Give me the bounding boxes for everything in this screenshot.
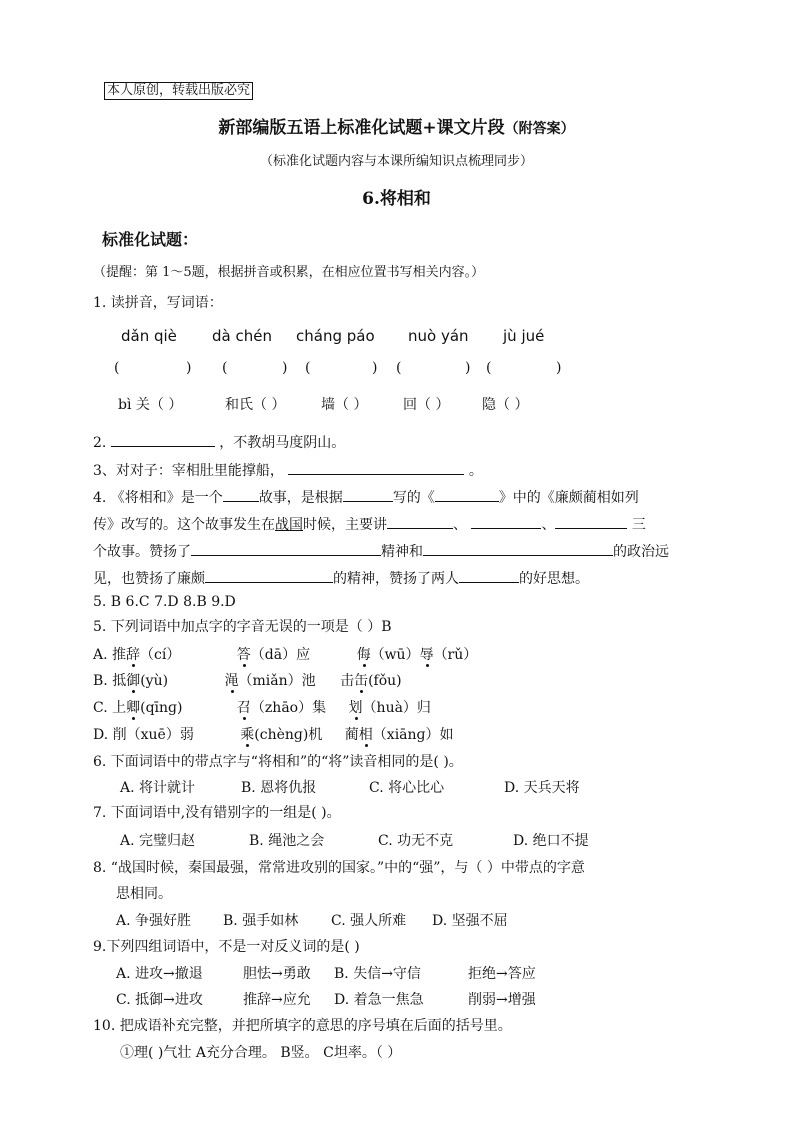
- q9-option-b-2: 拒绝→答应: [468, 966, 536, 982]
- option-text: （cí）: [140, 647, 181, 663]
- q1-blank-4-open: (: [396, 360, 402, 376]
- document-subtitle: （标准化试题内容与本课所编知识点梳理同步）: [259, 154, 533, 169]
- q4-blank[interactable]: [223, 485, 259, 502]
- option-text: (yù): [140, 673, 169, 689]
- q7-option-a: A. 完璧归赵: [120, 833, 196, 849]
- dotted-char: 卿: [126, 700, 141, 716]
- option-text: C. 上: [93, 700, 127, 716]
- q4-text: 》中的《廉颇蔺相如列: [498, 490, 639, 506]
- q4-line-4: [93, 566, 589, 589]
- dotted-char: 召: [236, 700, 251, 716]
- q1-pinyin-4: nuò yán: [408, 327, 469, 345]
- q9-option-c-2: 推辞→应允: [243, 992, 311, 1008]
- q7-stem: 7. 下面词语中,没有错别字的一组是( )。: [93, 805, 341, 821]
- q4-blank[interactable]: [387, 512, 453, 529]
- title-suffix: （附答案）: [504, 121, 575, 137]
- dotted-char: 答: [236, 647, 251, 663]
- q1-pinyin-5: jù jué: [503, 327, 545, 345]
- q9-option-d-1: D. 着急一焦急: [334, 992, 424, 1008]
- answer-key: 5. B 6.C 7.D 8.B 9.D: [93, 594, 236, 610]
- dotted-char: 缶: [354, 673, 369, 689]
- q4-blank[interactable]: [555, 512, 627, 529]
- q1-pinyin-2: dà chén: [212, 327, 272, 345]
- dotted-char: 辱: [419, 647, 434, 663]
- option-text: (fǒu): [368, 673, 402, 689]
- q7-option-d: D. 绝口不提: [513, 833, 589, 849]
- q1-stem: 1. 读拼音，写词语：: [93, 295, 223, 311]
- q2: [93, 430, 345, 453]
- q4-text: 的精神，赞扬了两人: [333, 571, 459, 587]
- q4-text: 的政治远: [613, 544, 669, 560]
- q1-blank-3-close: ): [372, 360, 378, 376]
- q9-option-a-1: A. 进攻→撤退: [116, 966, 203, 982]
- q10-stem: 10. 把成语补充完整，并把所填字的意思的序号填在后面的括号里。: [93, 1018, 512, 1034]
- q6-option-b: B. 恩将仇报: [241, 780, 317, 796]
- q1-pinyin-3: cháng páo: [296, 327, 375, 345]
- q4-text: 写的《: [392, 490, 435, 506]
- q4-text: 、: [541, 517, 556, 533]
- q9-option-d-2: 削弱→增强: [468, 992, 536, 1008]
- q3-end: 。: [468, 463, 483, 479]
- document-title: [0, 113, 793, 138]
- q6-option-c: C. 将心比心: [369, 780, 445, 796]
- q3-text: 3、对对子：宰相肚里能撑船，: [93, 463, 284, 479]
- q9-option-a-2: 胆怯→勇敢: [243, 966, 311, 982]
- q1-char-1: bì 关（ ）: [118, 397, 183, 413]
- q4-text: 的好思想。: [519, 571, 589, 587]
- dotted-char: 辞: [126, 647, 141, 663]
- q6-stem: 6. 下面词语中的带点字与“将相和”的“将”读音相同的是( )。: [93, 754, 463, 770]
- option-text: （xiānɡ）如: [372, 727, 454, 743]
- option-text: 击: [340, 673, 355, 689]
- option-text: （rǔ）: [433, 647, 478, 663]
- q4-blank[interactable]: [423, 539, 613, 556]
- option-text: （dā）应: [250, 647, 311, 663]
- q4-line-2: [93, 512, 646, 535]
- q9-option-c-1: C. 抵御→进攻: [116, 992, 203, 1008]
- q4-text: 见，也赞扬了廉颇: [93, 571, 205, 587]
- q5-option-a: [93, 645, 477, 665]
- dotted-char: 御: [126, 673, 141, 689]
- option-text: （wū）: [370, 647, 420, 663]
- q4-text: 个故事。赞扬了: [93, 544, 191, 560]
- q8-option-c: C. 强人所难: [331, 913, 407, 929]
- q8-option-b: B. 强手如林: [223, 913, 299, 929]
- dotted-char: 划: [348, 700, 363, 716]
- q4-blank[interactable]: [191, 539, 381, 556]
- q2-text: ，不教胡马度阴山。: [219, 435, 346, 451]
- q5-option-c: [93, 698, 431, 718]
- option-text: 蔺: [344, 727, 359, 743]
- q4-text: 时候，主要讲: [303, 517, 387, 533]
- q4-line-3: [93, 539, 669, 562]
- lesson-title: 6.将相和: [362, 189, 431, 209]
- option-text: B. 抵: [93, 673, 127, 689]
- dotted-char: 乘: [240, 727, 255, 743]
- q2-number: 2.: [93, 435, 107, 451]
- dotted-char: 相: [358, 727, 373, 743]
- q5-stem: 5. 下列词语中加点字的字音无误的一项是（ ）B: [93, 619, 392, 635]
- q1-blank-2-open: (: [222, 360, 228, 376]
- title-main: 新部编版五语上标准化试题+课文片段: [218, 118, 505, 138]
- q4-blank[interactable]: [459, 566, 519, 583]
- q9-stem: 9.下列四组词语中，不是一对反义词的是( ): [93, 939, 360, 955]
- q6-option-a: A. 将计就计: [120, 780, 196, 796]
- q2-blank[interactable]: [111, 430, 215, 447]
- dotted-char: 渑: [224, 673, 239, 689]
- q7-option-c: C. 功无不克: [378, 833, 454, 849]
- q8-stem-line-1: 8. “战国时候，秦国最强，常常进攻别的国家。”中的“强”，与（ ）中带点的字意: [93, 860, 585, 876]
- option-text: （xuē）弱: [126, 727, 194, 743]
- dotted-char: D. 削: [93, 727, 127, 743]
- q4-blank[interactable]: [205, 566, 333, 583]
- option-text: （miǎn）池: [238, 673, 316, 689]
- dotted-char: 侮: [356, 647, 371, 663]
- q4-underlined-word: 战国: [275, 517, 303, 533]
- q1-char-5: 隐（ ）: [482, 397, 529, 413]
- q4-text: 4. 《将相和》是一个: [93, 490, 223, 506]
- q4-text: 、: [453, 517, 467, 533]
- q3: [93, 458, 483, 481]
- option-text: （huà）归: [362, 700, 431, 716]
- q1-char-4: 回（ ）: [403, 397, 450, 413]
- copyright-stamp: 本人原创，转载出版必究: [104, 82, 253, 100]
- q4-line-1: [93, 485, 639, 508]
- q1-blank-1-open: (: [114, 360, 120, 376]
- q5-option-d: [93, 725, 454, 745]
- hint-text: （提醒：第 1～5题，根据拼音或积累，在相应位置书写相关内容。）: [93, 265, 485, 280]
- q1-pinyin-1: dǎn qiè: [121, 327, 177, 345]
- q9-option-b-1: B. 失信→守信: [334, 966, 421, 982]
- q1-char-3: 墙（ ）: [321, 397, 368, 413]
- q3-blank[interactable]: [288, 458, 464, 475]
- q1-blank-5-close: ): [556, 360, 562, 376]
- q1-blank-5-open: (: [486, 360, 492, 376]
- q4-text: 传》改写的。这个故事发生在: [93, 517, 275, 533]
- section-heading: 标准化试题：: [102, 230, 199, 249]
- option-text: (qīnɡ): [140, 700, 183, 716]
- q4-blank[interactable]: [471, 512, 541, 529]
- option-text: A. 推: [93, 647, 127, 663]
- q1-blank-1-close: ): [186, 360, 192, 376]
- option-text: (chènɡ)机: [254, 727, 323, 743]
- q1-blank-3-open: (: [305, 360, 311, 376]
- q4-blank[interactable]: [435, 485, 499, 502]
- q7-option-b: B. 绳池之会: [249, 833, 325, 849]
- q5-option-b: [93, 671, 402, 691]
- q1-blank-2-close: ): [282, 360, 288, 376]
- q4-blank[interactable]: [343, 485, 393, 502]
- q10-item-1: ①理( )气壮 A充分合理。 B竖。 C坦率。（ ）: [120, 1045, 402, 1061]
- q4-text: 精神和: [381, 544, 423, 560]
- option-text: （zhāo）集: [250, 700, 327, 716]
- q8-stem-line-2: 思相同。: [116, 886, 172, 902]
- q8-option-d: D. 坚强不屈: [432, 913, 508, 929]
- q8-option-a: A. 争强好胜: [116, 913, 192, 929]
- q6-option-d: D. 天兵天将: [504, 780, 580, 796]
- q1-blank-4-close: ): [465, 360, 471, 376]
- q4-text: 故事，是根据: [258, 490, 343, 506]
- q4-text: 三: [631, 517, 646, 533]
- q1-char-2: 和氏（ ）: [225, 397, 286, 413]
